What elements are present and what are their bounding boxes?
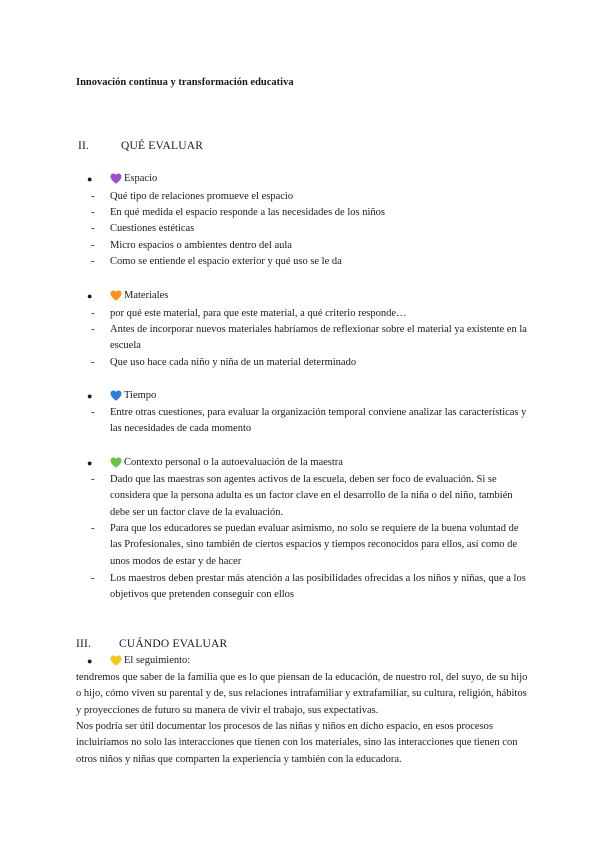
list-item-text: Cuestiones estéticas (110, 223, 195, 234)
subsection-label: Tiempo (124, 390, 157, 401)
section-title: QUÉ EVALUAR (121, 140, 204, 152)
list-item (91, 306, 527, 322)
list-item-text: Micro espacios o ambientes dentro del aula (110, 240, 292, 251)
section-number: III. (76, 638, 92, 650)
dash: - (91, 223, 95, 234)
dash: - (91, 308, 95, 319)
bullet: ● (87, 173, 93, 184)
list-item-text: por qué este material, para que este material, a qué criterio responde… (110, 308, 407, 319)
list-item (91, 472, 527, 521)
list-item-text: Dado que las maestras son agentes activos de la escuela, deben ser foco de evaluación. Si se considera que la persona adulta es un factor clave en el desarrollo de la niña o del niño, también debe ser un factor clave de la evaluación. (110, 474, 513, 518)
list-item-text: Antes de incorporar nuevos materiales habríamos de reflexionar sobre el material ya existente en la escuela (110, 324, 527, 352)
subsection-tiempo (87, 390, 157, 401)
bullet: ● (87, 457, 93, 468)
orange-heart-icon (110, 290, 122, 301)
list-item (91, 238, 527, 254)
list-item-text: En qué medida el espacio responde a las necesidades de los niños (110, 207, 385, 218)
dash: - (91, 207, 95, 218)
list-item (91, 189, 527, 205)
list-item-text: Que uso hace cada niño y niña de un material determinado (110, 357, 357, 368)
subsection-label: Materiales (124, 290, 169, 301)
dash: - (91, 240, 95, 251)
list-item-text: Entre otras cuestiones, para evaluar la organización temporal conviene analizar las características y las necesidades de cada momento (110, 407, 527, 435)
dash: - (91, 407, 95, 418)
bullet: ● (87, 390, 93, 401)
subsection-label: El seguimiento: (124, 655, 191, 666)
blue-heart-icon (110, 390, 122, 401)
list-item-text: Qué tipo de relaciones promueve el espacio (110, 191, 294, 202)
list-item (91, 205, 527, 221)
dash: - (91, 256, 95, 267)
list-item-text: Para que los educadores se puedan evaluar asimismo, no solo se requiere de la buena voluntad de las Profesionales, sino también de ciertos espacios y tiempos reconocidos para ellos, así como de unos modos de estar y de hacer (110, 523, 519, 567)
dash: - (91, 191, 95, 202)
paragraph: tendremos que saber de la familia que es lo que piensan de la educación, de nuestro rol, del suyo, de su hijo o hijo, cómo viven su parental y de, sus relaciones intrafamiliar y extrafamiliar, su cultura, religión, hábitos y proyecciones de futuro su manera de vivir el trabajo, sus expectativas. (76, 672, 528, 716)
subsection-espacio (87, 173, 158, 184)
subsection-label: Contexto personal o la autoevaluación de la maestra (124, 457, 343, 468)
subsection-label: Espacio (124, 173, 158, 184)
list-item (91, 355, 527, 371)
section-number: II. (78, 140, 90, 152)
list-item (91, 254, 527, 270)
list-item (91, 571, 527, 604)
dash: - (91, 357, 95, 368)
dash: - (91, 324, 95, 335)
section-title: CUÁNDO EVALUAR (119, 638, 228, 650)
document-title: Innovación continua y transformación educativa (76, 77, 294, 88)
bullet: ● (87, 655, 93, 666)
dash: - (91, 573, 95, 584)
green-heart-icon (110, 457, 122, 468)
list-item (91, 221, 527, 237)
dash: - (91, 474, 95, 485)
dash: - (91, 523, 95, 534)
list-item (91, 405, 527, 438)
list-item-text: Como se entiende el espacio exterior y qué uso se le da (110, 256, 342, 267)
bullet: ● (87, 290, 93, 301)
paragraph: Nos podría ser útil documentar los procesos de las niñas y niños en dicho espacio, en esos procesos incluiríamos no solo las interacciones que tienen con los materiales, sino las interacciones que tienen con otros niños y niñas que comparten la experiencia y también con la educadora. (76, 721, 518, 765)
yellow-heart-icon (110, 655, 122, 666)
list-item (91, 521, 527, 570)
list-item-text: Los maestros deben prestar más atención a las posibilidades ofrecidas a los niños y niñas, que a los objetivos que pretenden conseguir con ellos (110, 573, 526, 601)
purple-heart-icon (110, 173, 122, 184)
subsection-seguimiento (87, 655, 191, 666)
subsection-contexto-personal (87, 457, 343, 468)
list-item (91, 322, 527, 355)
subsection-materiales (87, 290, 169, 301)
